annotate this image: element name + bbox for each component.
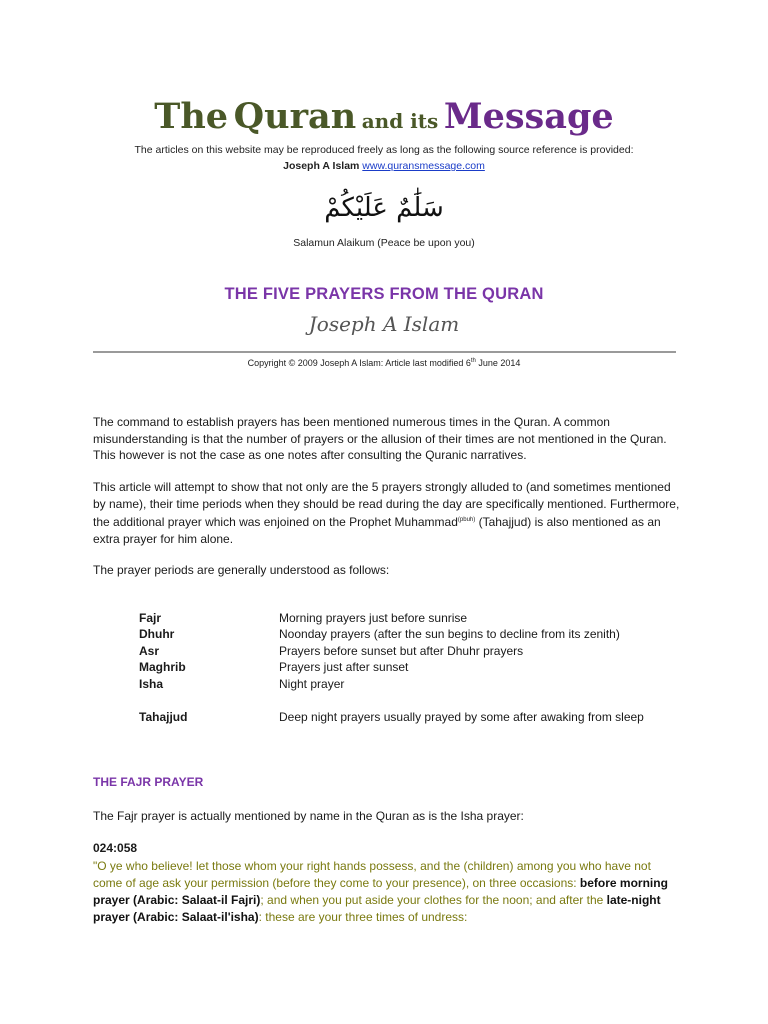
source-reference bbox=[0, 160, 768, 172]
fajr-section-heading: THE FAJR PRAYER bbox=[93, 775, 204, 789]
prayer-description: Noonday prayers (after the sun begins to decline from its zenith) bbox=[279, 627, 620, 642]
prayer-row bbox=[139, 709, 699, 725]
copyright-sup: th bbox=[470, 358, 476, 364]
verse-text: : these are your three times of undress: bbox=[258, 910, 468, 924]
prayer-name: Asr bbox=[139, 643, 160, 658]
prayer-description: Deep night prayers usually prayed by some after awaking from sleep bbox=[279, 709, 644, 724]
prayer-name: Dhuhr bbox=[139, 627, 175, 642]
prayer-description: Night prayer bbox=[279, 676, 345, 691]
prayer-row bbox=[139, 676, 699, 692]
aim-text-end: (Tahajjud) is also mentioned as an extra prayer for him alone. bbox=[93, 515, 661, 546]
greeting-translation: Salamun Alaikum (Peace be upon you) bbox=[293, 237, 475, 249]
pbuh-sup: (pbuh) bbox=[457, 517, 476, 523]
verse-reference: 024:058 bbox=[93, 841, 138, 855]
verse-quote bbox=[93, 858, 683, 926]
prayer-name: Maghrib bbox=[139, 660, 186, 675]
source-author: Joseph A Islam bbox=[283, 160, 360, 172]
header-divider bbox=[93, 351, 676, 353]
copyright-text: Copyright © 2009 Joseph A Islam: Article last modified 6 bbox=[247, 358, 471, 368]
prayer-row bbox=[139, 659, 699, 675]
verse-text: ; and when you put aside your clothes for the noon; and after the bbox=[260, 893, 607, 907]
aim-text: This article will attempt to show that not only are the 5 prayers strongly alluded to (and sometimes mentioned by name), their time periods when they should be read during the day are specifically mentioned. Furthermore, the additional prayer which was enjoined on the Prophet Muhammad bbox=[93, 480, 680, 529]
source-notice: The articles on this website may be reproduced freely as long as the following source reference is provided: bbox=[134, 144, 634, 156]
article-aim-paragraph bbox=[93, 479, 683, 547]
verse-text: "O ye who believe! let those whom your right hands possess, and the (children) among you who have not come of age ask your permission (before they come to your presence), on three occasions: bbox=[93, 859, 651, 890]
masthead-the: The bbox=[154, 96, 229, 137]
prayer-name: Fajr bbox=[139, 611, 162, 625]
copyright-date: June 2014 bbox=[475, 358, 521, 368]
prayer-description: Prayers just after sunset bbox=[279, 660, 409, 675]
masthead-message: Message bbox=[443, 96, 614, 137]
masthead-quran: Quran bbox=[233, 96, 357, 137]
prayer-name: Tahajjud bbox=[139, 709, 188, 724]
intro-paragraph: The command to establish prayers has been mentioned numerous times in the Quran. A common misunderstanding is that the number of prayers or the allusion of their times are not mentioned in the Quran. This however is not the case as one notes after consulting the Quranic narratives. bbox=[93, 415, 667, 462]
verse-highlight-fajr: before morning prayer (Arabic: Salaat-il Fajri) bbox=[93, 876, 668, 907]
prayer-row bbox=[139, 610, 699, 626]
source-url-link[interactable]: www.quransmessage.com bbox=[362, 160, 485, 172]
site-masthead-logo bbox=[0, 96, 768, 137]
masthead-and-its: and its bbox=[361, 109, 439, 133]
author-signature: Joseph A Islam bbox=[308, 312, 460, 336]
prayer-description: Morning prayers just before sunrise bbox=[279, 611, 468, 625]
fajr-intro-paragraph: The Fajr prayer is actually mentioned by name in the Quran as is the Isha prayer: bbox=[93, 809, 524, 823]
copyright-line bbox=[0, 358, 768, 368]
prayer-periods-intro: The prayer periods are generally understood as follows: bbox=[93, 563, 390, 577]
arabic-greeting: سَلَٰمٌ عَلَيْكُمْ bbox=[324, 193, 444, 223]
prayer-name: Isha bbox=[139, 676, 164, 691]
prayer-description: Prayers before sunset but after Dhuhr prayers bbox=[279, 643, 524, 658]
article-title: THE FIVE PRAYERS FROM THE QURAN bbox=[224, 285, 544, 303]
prayer-row bbox=[139, 626, 699, 642]
verse-highlight-isha: late-night prayer (Arabic: Salaat-il'isha) bbox=[93, 893, 661, 924]
prayer-row bbox=[139, 643, 699, 659]
prayer-periods-list bbox=[139, 610, 699, 725]
